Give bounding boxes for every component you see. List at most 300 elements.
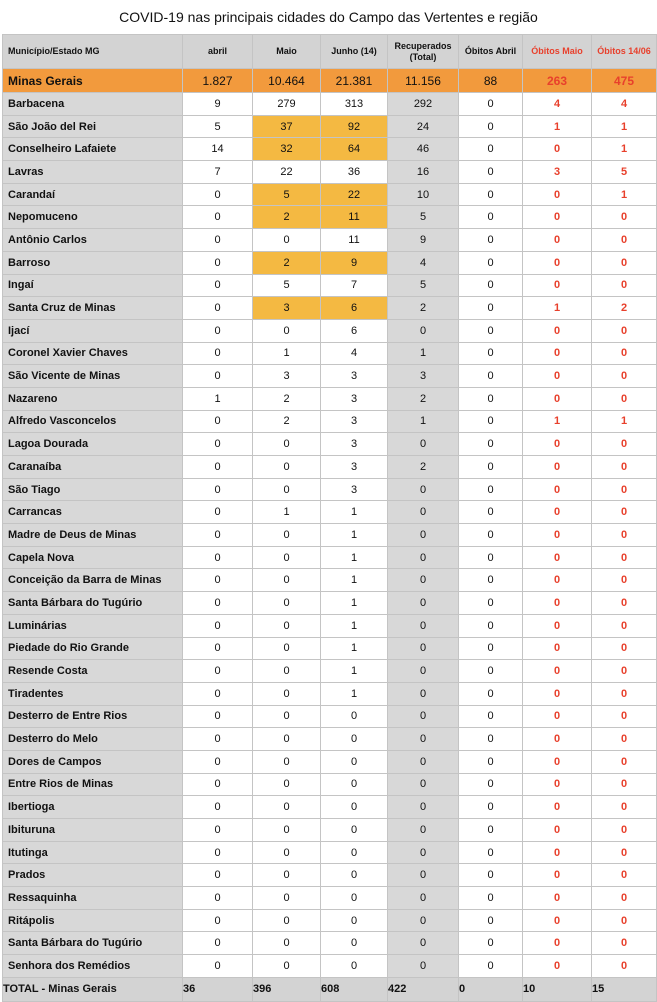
cell-abril: 0 bbox=[183, 909, 253, 932]
cell-junho: 1 bbox=[321, 501, 388, 524]
cell-junho: 92 bbox=[321, 115, 388, 138]
cell-recuperados: 0 bbox=[388, 909, 459, 932]
cell-junho: 0 bbox=[321, 864, 388, 887]
table-row bbox=[3, 387, 657, 410]
cell-obitos-abril: 0 bbox=[459, 161, 523, 184]
cell-recuperados: 10 bbox=[388, 183, 459, 206]
city-name: Alfredo Vasconcelos bbox=[3, 410, 183, 433]
cell-junho: 36 bbox=[321, 161, 388, 184]
cell-obitos-abril: 0 bbox=[459, 387, 523, 410]
city-name: Nazareno bbox=[3, 387, 183, 410]
cell-abril: 0 bbox=[183, 319, 253, 342]
cell-obitos-maio: 0 bbox=[523, 524, 592, 547]
cell-junho: 3 bbox=[321, 365, 388, 388]
cell-abril: 0 bbox=[183, 501, 253, 524]
cell-obitos-abril: 0 bbox=[459, 955, 523, 978]
cell-recuperados: 0 bbox=[388, 569, 459, 592]
cell-junho: 1 bbox=[321, 524, 388, 547]
cell-obitos-maio: 4 bbox=[523, 93, 592, 116]
cell-obitos-junho: 0 bbox=[592, 932, 657, 955]
total-recuperados: 422 bbox=[388, 977, 459, 1001]
table-row bbox=[3, 297, 657, 320]
cell-junho: 1 bbox=[321, 592, 388, 615]
cell-maio: 0 bbox=[253, 660, 321, 683]
cell-obitos-abril: 0 bbox=[459, 909, 523, 932]
cell-obitos-abril: 0 bbox=[459, 592, 523, 615]
cell-recuperados: 0 bbox=[388, 796, 459, 819]
table-row bbox=[3, 501, 657, 524]
state-row bbox=[3, 69, 657, 93]
state-obitos-junho: 475 bbox=[592, 69, 657, 93]
cell-junho: 3 bbox=[321, 433, 388, 456]
cell-obitos-junho: 0 bbox=[592, 637, 657, 660]
cell-junho: 3 bbox=[321, 387, 388, 410]
cell-obitos-maio: 0 bbox=[523, 682, 592, 705]
cell-obitos-maio: 0 bbox=[523, 955, 592, 978]
header-row bbox=[3, 35, 657, 69]
cell-abril: 0 bbox=[183, 592, 253, 615]
cell-recuperados: 0 bbox=[388, 501, 459, 524]
table-row bbox=[3, 251, 657, 274]
cell-obitos-abril: 0 bbox=[459, 637, 523, 660]
cell-obitos-maio: 0 bbox=[523, 365, 592, 388]
cell-maio: 0 bbox=[253, 841, 321, 864]
cell-recuperados: 0 bbox=[388, 546, 459, 569]
table-row bbox=[3, 614, 657, 637]
cell-maio: 0 bbox=[253, 478, 321, 501]
cell-obitos-maio: 0 bbox=[523, 342, 592, 365]
cell-recuperados: 0 bbox=[388, 773, 459, 796]
city-name: Conceição da Barra de Minas bbox=[3, 569, 183, 592]
cell-recuperados: 46 bbox=[388, 138, 459, 161]
cell-abril: 0 bbox=[183, 478, 253, 501]
table-row bbox=[3, 365, 657, 388]
cell-recuperados: 0 bbox=[388, 955, 459, 978]
cell-obitos-maio: 0 bbox=[523, 887, 592, 910]
state-obitos-maio: 263 bbox=[523, 69, 592, 93]
cell-junho: 0 bbox=[321, 841, 388, 864]
total-abril: 36 bbox=[183, 977, 253, 1001]
cell-abril: 0 bbox=[183, 750, 253, 773]
cell-obitos-abril: 0 bbox=[459, 841, 523, 864]
cell-maio: 22 bbox=[253, 161, 321, 184]
cell-obitos-maio: 0 bbox=[523, 183, 592, 206]
cell-junho: 11 bbox=[321, 206, 388, 229]
cell-abril: 0 bbox=[183, 864, 253, 887]
cell-recuperados: 0 bbox=[388, 682, 459, 705]
cell-maio: 0 bbox=[253, 932, 321, 955]
cell-obitos-junho: 0 bbox=[592, 456, 657, 479]
cell-recuperados: 0 bbox=[388, 614, 459, 637]
cell-maio: 32 bbox=[253, 138, 321, 161]
cell-obitos-maio: 0 bbox=[523, 569, 592, 592]
cell-obitos-maio: 0 bbox=[523, 819, 592, 842]
cell-recuperados: 2 bbox=[388, 297, 459, 320]
cell-junho: 0 bbox=[321, 773, 388, 796]
table-row bbox=[3, 410, 657, 433]
cell-maio: 2 bbox=[253, 387, 321, 410]
city-name: Ingaí bbox=[3, 274, 183, 297]
cell-obitos-junho: 0 bbox=[592, 909, 657, 932]
cell-recuperados: 0 bbox=[388, 819, 459, 842]
cell-abril: 0 bbox=[183, 705, 253, 728]
cell-recuperados: 9 bbox=[388, 229, 459, 252]
city-name: Ressaquinha bbox=[3, 887, 183, 910]
cell-obitos-maio: 0 bbox=[523, 841, 592, 864]
cell-junho: 9 bbox=[321, 251, 388, 274]
cell-obitos-junho: 0 bbox=[592, 229, 657, 252]
cell-obitos-junho: 0 bbox=[592, 773, 657, 796]
cell-maio: 0 bbox=[253, 524, 321, 547]
table-row bbox=[3, 819, 657, 842]
header-obitos-abril bbox=[459, 35, 523, 69]
city-name: Ritápolis bbox=[3, 909, 183, 932]
cell-obitos-maio: 0 bbox=[523, 660, 592, 683]
cell-junho: 1 bbox=[321, 546, 388, 569]
cell-obitos-junho: 0 bbox=[592, 841, 657, 864]
city-name: Itutinga bbox=[3, 841, 183, 864]
cell-junho: 1 bbox=[321, 614, 388, 637]
cell-maio: 279 bbox=[253, 93, 321, 116]
cell-junho: 0 bbox=[321, 819, 388, 842]
cell-maio: 0 bbox=[253, 569, 321, 592]
table-row bbox=[3, 864, 657, 887]
cell-obitos-maio: 0 bbox=[523, 478, 592, 501]
city-name: Ibertioga bbox=[3, 796, 183, 819]
city-name: Tiradentes bbox=[3, 682, 183, 705]
cell-obitos-junho: 0 bbox=[592, 478, 657, 501]
state-name: Minas Gerais bbox=[3, 69, 183, 93]
city-name: Conselheiro Lafaiete bbox=[3, 138, 183, 161]
cell-junho: 0 bbox=[321, 796, 388, 819]
city-name: Capela Nova bbox=[3, 546, 183, 569]
city-name: Prados bbox=[3, 864, 183, 887]
cell-maio: 0 bbox=[253, 728, 321, 751]
table-row bbox=[3, 932, 657, 955]
city-name: Senhora dos Remédios bbox=[3, 955, 183, 978]
total-obitos-maio: 10 bbox=[523, 977, 592, 1001]
cell-abril: 9 bbox=[183, 93, 253, 116]
cell-obitos-abril: 0 bbox=[459, 614, 523, 637]
cell-obitos-junho: 0 bbox=[592, 705, 657, 728]
cell-recuperados: 0 bbox=[388, 592, 459, 615]
table-row bbox=[3, 274, 657, 297]
city-name: Ijací bbox=[3, 319, 183, 342]
cell-abril: 0 bbox=[183, 365, 253, 388]
cell-obitos-abril: 0 bbox=[459, 478, 523, 501]
cell-recuperados: 3 bbox=[388, 365, 459, 388]
cell-maio: 0 bbox=[253, 773, 321, 796]
cell-maio: 3 bbox=[253, 365, 321, 388]
cell-maio: 1 bbox=[253, 501, 321, 524]
cell-obitos-abril: 0 bbox=[459, 319, 523, 342]
cell-obitos-maio: 0 bbox=[523, 546, 592, 569]
cell-recuperados: 0 bbox=[388, 433, 459, 456]
table-row bbox=[3, 705, 657, 728]
city-name: Santa Bárbara do Tugúrio bbox=[3, 932, 183, 955]
city-name: Antônio Carlos bbox=[3, 229, 183, 252]
cell-obitos-maio: 1 bbox=[523, 410, 592, 433]
cell-maio: 0 bbox=[253, 546, 321, 569]
city-name: Barroso bbox=[3, 251, 183, 274]
cell-obitos-junho: 0 bbox=[592, 569, 657, 592]
table-row bbox=[3, 342, 657, 365]
cell-maio: 0 bbox=[253, 819, 321, 842]
cell-obitos-abril: 0 bbox=[459, 705, 523, 728]
cell-maio: 0 bbox=[253, 456, 321, 479]
cell-obitos-maio: 0 bbox=[523, 750, 592, 773]
state-abril: 1.827 bbox=[183, 69, 253, 93]
cell-obitos-maio: 0 bbox=[523, 728, 592, 751]
table-row bbox=[3, 728, 657, 751]
cell-obitos-abril: 0 bbox=[459, 796, 523, 819]
cell-maio: 0 bbox=[253, 592, 321, 615]
document-title: COVID-19 nas principais cidades do Campo das Vertentes e região bbox=[119, 9, 538, 25]
cell-maio: 1 bbox=[253, 342, 321, 365]
cell-obitos-junho: 0 bbox=[592, 887, 657, 910]
cell-abril: 0 bbox=[183, 456, 253, 479]
cell-abril: 0 bbox=[183, 410, 253, 433]
cell-recuperados: 2 bbox=[388, 456, 459, 479]
cell-obitos-abril: 0 bbox=[459, 456, 523, 479]
cell-obitos-abril: 0 bbox=[459, 864, 523, 887]
cell-obitos-maio: 0 bbox=[523, 932, 592, 955]
table-row bbox=[3, 660, 657, 683]
total-obitos-junho: 15 bbox=[592, 977, 657, 1001]
cell-junho: 1 bbox=[321, 569, 388, 592]
cell-obitos-abril: 0 bbox=[459, 569, 523, 592]
cell-obitos-abril: 0 bbox=[459, 501, 523, 524]
cell-obitos-maio: 0 bbox=[523, 773, 592, 796]
cell-obitos-maio: 1 bbox=[523, 297, 592, 320]
city-name: São João del Rei bbox=[3, 115, 183, 138]
city-name: Entre Rios de Minas bbox=[3, 773, 183, 796]
table-row bbox=[3, 206, 657, 229]
table-row bbox=[3, 478, 657, 501]
cell-junho: 0 bbox=[321, 909, 388, 932]
cell-obitos-maio: 0 bbox=[523, 319, 592, 342]
cell-maio: 0 bbox=[253, 909, 321, 932]
cell-junho: 0 bbox=[321, 750, 388, 773]
cell-obitos-maio: 0 bbox=[523, 387, 592, 410]
cell-obitos-junho: 0 bbox=[592, 365, 657, 388]
header-recuperados-label: Recuperados (Total) bbox=[394, 40, 452, 62]
cell-maio: 0 bbox=[253, 750, 321, 773]
cell-recuperados: 5 bbox=[388, 206, 459, 229]
cell-abril: 0 bbox=[183, 796, 253, 819]
cell-obitos-abril: 0 bbox=[459, 183, 523, 206]
table-row bbox=[3, 183, 657, 206]
cell-obitos-maio: 0 bbox=[523, 637, 592, 660]
city-name: Ibituruna bbox=[3, 819, 183, 842]
cell-obitos-abril: 0 bbox=[459, 365, 523, 388]
cell-abril: 0 bbox=[183, 887, 253, 910]
header-maio: Maio bbox=[253, 35, 321, 69]
city-name: Caranaíba bbox=[3, 456, 183, 479]
total-maio: 396 bbox=[253, 977, 321, 1001]
cell-obitos-abril: 0 bbox=[459, 819, 523, 842]
cell-junho: 1 bbox=[321, 637, 388, 660]
cell-obitos-abril: 0 bbox=[459, 297, 523, 320]
city-name: Nepomuceno bbox=[3, 206, 183, 229]
city-name: Dores de Campos bbox=[3, 750, 183, 773]
cell-junho: 1 bbox=[321, 682, 388, 705]
cell-junho: 0 bbox=[321, 887, 388, 910]
cell-abril: 0 bbox=[183, 274, 253, 297]
cell-junho: 0 bbox=[321, 705, 388, 728]
cell-junho: 3 bbox=[321, 410, 388, 433]
cell-junho: 4 bbox=[321, 342, 388, 365]
cell-recuperados: 0 bbox=[388, 864, 459, 887]
cell-obitos-abril: 0 bbox=[459, 682, 523, 705]
cell-maio: 0 bbox=[253, 433, 321, 456]
cell-recuperados: 0 bbox=[388, 932, 459, 955]
cell-obitos-junho: 0 bbox=[592, 319, 657, 342]
table-row bbox=[3, 93, 657, 116]
cell-maio: 0 bbox=[253, 637, 321, 660]
table-row bbox=[3, 637, 657, 660]
table-row bbox=[3, 909, 657, 932]
table-row bbox=[3, 750, 657, 773]
cell-obitos-maio: 0 bbox=[523, 705, 592, 728]
cell-obitos-junho: 1 bbox=[592, 115, 657, 138]
cell-recuperados: 1 bbox=[388, 410, 459, 433]
cell-obitos-maio: 0 bbox=[523, 274, 592, 297]
table-row bbox=[3, 682, 657, 705]
header-obitos-junho: Óbitos 14/06 bbox=[592, 35, 657, 69]
city-name: Desterro do Melo bbox=[3, 728, 183, 751]
cell-recuperados: 2 bbox=[388, 387, 459, 410]
cell-abril: 14 bbox=[183, 138, 253, 161]
cell-abril: 0 bbox=[183, 682, 253, 705]
cell-obitos-junho: 0 bbox=[592, 206, 657, 229]
city-name: Madre de Deus de Minas bbox=[3, 524, 183, 547]
cell-obitos-abril: 0 bbox=[459, 251, 523, 274]
table-row bbox=[3, 887, 657, 910]
cell-obitos-junho: 0 bbox=[592, 546, 657, 569]
cell-obitos-junho: 5 bbox=[592, 161, 657, 184]
cell-recuperados: 0 bbox=[388, 478, 459, 501]
cell-recuperados: 0 bbox=[388, 750, 459, 773]
city-name: Lagoa Dourada bbox=[3, 433, 183, 456]
header-municipio: Município/Estado MG bbox=[3, 35, 183, 69]
cell-obitos-abril: 0 bbox=[459, 773, 523, 796]
cell-recuperados: 4 bbox=[388, 251, 459, 274]
cell-abril: 0 bbox=[183, 955, 253, 978]
cell-abril: 0 bbox=[183, 728, 253, 751]
cell-junho: 3 bbox=[321, 456, 388, 479]
city-name: Santa Bárbara do Tugúrio bbox=[3, 592, 183, 615]
table-row bbox=[3, 773, 657, 796]
state-obitos-abril: 88 bbox=[459, 69, 523, 93]
cell-obitos-abril: 0 bbox=[459, 546, 523, 569]
cell-recuperados: 292 bbox=[388, 93, 459, 116]
cell-obitos-abril: 0 bbox=[459, 410, 523, 433]
table-row bbox=[3, 229, 657, 252]
city-name: São Vicente de Minas bbox=[3, 365, 183, 388]
cell-recuperados: 0 bbox=[388, 319, 459, 342]
cell-obitos-maio: 0 bbox=[523, 456, 592, 479]
city-name: Coronel Xavier Chaves bbox=[3, 342, 183, 365]
cell-obitos-maio: 0 bbox=[523, 229, 592, 252]
city-name: Barbacena bbox=[3, 93, 183, 116]
table-row bbox=[3, 796, 657, 819]
cell-obitos-junho: 0 bbox=[592, 750, 657, 773]
cell-abril: 0 bbox=[183, 773, 253, 796]
city-name: Desterro de Entre Rios bbox=[3, 705, 183, 728]
table-row bbox=[3, 524, 657, 547]
cell-junho: 7 bbox=[321, 274, 388, 297]
city-name: Santa Cruz de Minas bbox=[3, 297, 183, 320]
cell-obitos-abril: 0 bbox=[459, 728, 523, 751]
cell-obitos-junho: 0 bbox=[592, 728, 657, 751]
cell-obitos-junho: 4 bbox=[592, 93, 657, 116]
table-row bbox=[3, 161, 657, 184]
cell-obitos-maio: 0 bbox=[523, 796, 592, 819]
cell-abril: 0 bbox=[183, 637, 253, 660]
cell-abril: 0 bbox=[183, 660, 253, 683]
cell-abril: 0 bbox=[183, 614, 253, 637]
cell-obitos-abril: 0 bbox=[459, 229, 523, 252]
cell-obitos-junho: 0 bbox=[592, 387, 657, 410]
cell-maio: 2 bbox=[253, 206, 321, 229]
cell-abril: 0 bbox=[183, 569, 253, 592]
cell-obitos-junho: 2 bbox=[592, 297, 657, 320]
cell-obitos-maio: 0 bbox=[523, 433, 592, 456]
cell-abril: 0 bbox=[183, 524, 253, 547]
cell-obitos-abril: 0 bbox=[459, 524, 523, 547]
cell-obitos-junho: 0 bbox=[592, 501, 657, 524]
cell-recuperados: 0 bbox=[388, 524, 459, 547]
cell-maio: 5 bbox=[253, 183, 321, 206]
cell-obitos-junho: 1 bbox=[592, 138, 657, 161]
cell-recuperados: 0 bbox=[388, 705, 459, 728]
cell-abril: 5 bbox=[183, 115, 253, 138]
cell-abril: 7 bbox=[183, 161, 253, 184]
header-recuperados bbox=[388, 35, 459, 69]
cell-junho: 6 bbox=[321, 297, 388, 320]
cell-recuperados: 0 bbox=[388, 637, 459, 660]
cell-abril: 0 bbox=[183, 342, 253, 365]
cell-obitos-junho: 0 bbox=[592, 955, 657, 978]
cell-obitos-abril: 0 bbox=[459, 274, 523, 297]
city-name: Resende Costa bbox=[3, 660, 183, 683]
cell-obitos-abril: 0 bbox=[459, 115, 523, 138]
cell-junho: 11 bbox=[321, 229, 388, 252]
city-name: Carrancas bbox=[3, 501, 183, 524]
cell-obitos-abril: 0 bbox=[459, 93, 523, 116]
cell-maio: 0 bbox=[253, 682, 321, 705]
cell-abril: 0 bbox=[183, 546, 253, 569]
cell-recuperados: 0 bbox=[388, 660, 459, 683]
cell-abril: 0 bbox=[183, 433, 253, 456]
city-name: Carandaí bbox=[3, 183, 183, 206]
cell-recuperados: 24 bbox=[388, 115, 459, 138]
state-junho: 21.381 bbox=[321, 69, 388, 93]
cell-obitos-abril: 0 bbox=[459, 750, 523, 773]
table-row bbox=[3, 955, 657, 978]
total-name: TOTAL - Minas Gerais bbox=[3, 977, 183, 1001]
cell-obitos-junho: 1 bbox=[592, 410, 657, 433]
cell-obitos-abril: 0 bbox=[459, 138, 523, 161]
table-row bbox=[3, 546, 657, 569]
cell-obitos-junho: 0 bbox=[592, 660, 657, 683]
cell-obitos-abril: 0 bbox=[459, 660, 523, 683]
covid-table bbox=[2, 34, 657, 1002]
state-maio: 10.464 bbox=[253, 69, 321, 93]
table-row bbox=[3, 456, 657, 479]
cell-obitos-junho: 0 bbox=[592, 614, 657, 637]
